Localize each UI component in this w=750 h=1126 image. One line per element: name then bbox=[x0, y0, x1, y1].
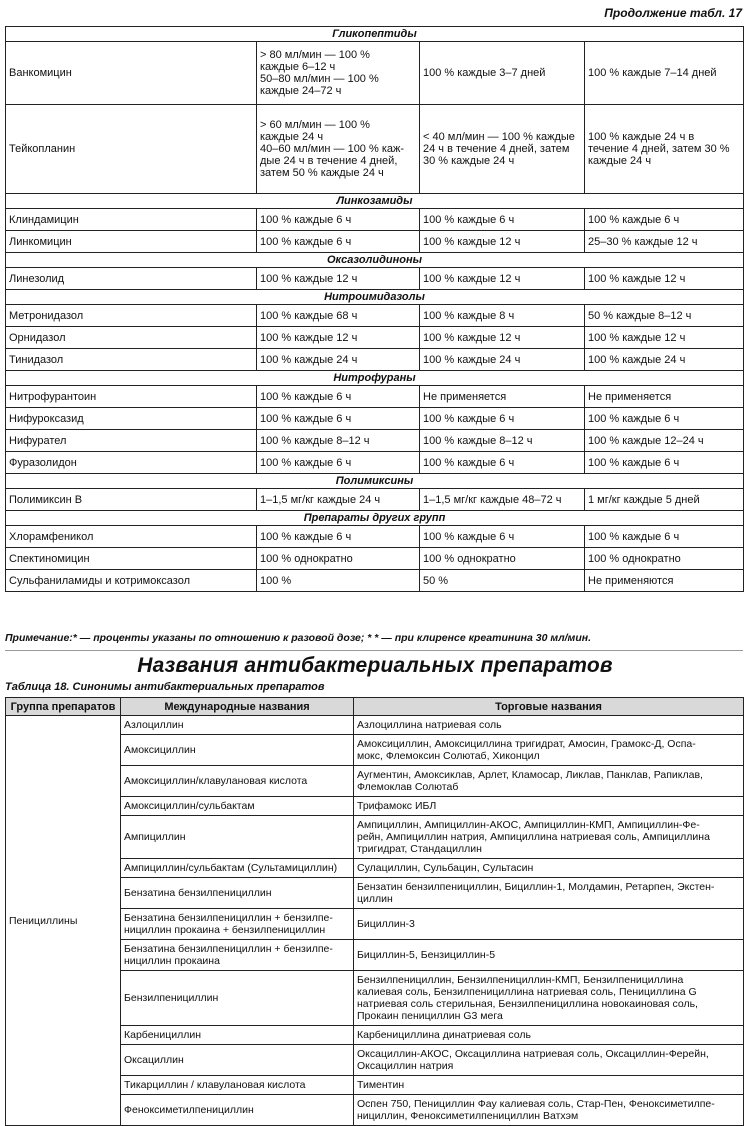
group-title: Нитроимидазолы bbox=[6, 290, 744, 305]
group-title: Препараты других групп bbox=[6, 511, 744, 526]
drug-name: Орнидазол bbox=[6, 327, 257, 349]
table-row bbox=[6, 386, 744, 408]
dose-cell: 100 % каждые 12 ч bbox=[585, 268, 744, 290]
dose-cell: 100 % каждые 68 ч bbox=[257, 305, 420, 327]
dose-cell: 100 % каждые 24 ч bbox=[257, 349, 420, 371]
dose-cell: 100 % каждые 6 ч bbox=[420, 408, 585, 430]
table-caption: Таблица 18. Синонимы антибактериальных препаратов bbox=[5, 681, 325, 693]
trade-names: Амоксициллин, Амоксициллина тригидрат, Амосин, Грамокс-Д, Оспа- мокс, Флемоксин Солютаб, Хиконцил bbox=[354, 735, 744, 766]
dose-cell: 100 % каждые 6 ч bbox=[257, 526, 420, 548]
drug-name: Линкомицин bbox=[6, 231, 257, 253]
drug-name: Полимиксин В bbox=[6, 489, 257, 511]
drug-name: Нитрофурантоин bbox=[6, 386, 257, 408]
international-name: Бензатина бензилпенициллин + бензилпе- нициллин прокаина + бензилпенициллин bbox=[121, 909, 354, 940]
dose-cell: 100 % каждые 24 ч bbox=[585, 349, 744, 371]
international-name: Ампициллин/сульбактам (Сультамициллин) bbox=[121, 859, 354, 878]
table-row bbox=[6, 526, 744, 548]
table-row bbox=[6, 570, 744, 592]
international-name: Карбенициллин bbox=[121, 1026, 354, 1045]
drug-name: Линезолид bbox=[6, 268, 257, 290]
dose-cell: 100 % каждые 6 ч bbox=[257, 408, 420, 430]
trade-names: Карбенициллина динатриевая соль bbox=[354, 1026, 744, 1045]
international-name: Бензатина бензилпенициллин + бензилпе- нициллин прокаина bbox=[121, 940, 354, 971]
dose-cell: 50 % каждые 8–12 ч bbox=[585, 305, 744, 327]
dose-cell: 100 % каждые 6 ч bbox=[585, 408, 744, 430]
table-row bbox=[6, 105, 744, 194]
dose-cell: 25–30 % каждые 12 ч bbox=[585, 231, 744, 253]
group-title: Гликопептиды bbox=[6, 27, 744, 42]
dose-cell: 100 % каждые 12 ч bbox=[420, 327, 585, 349]
international-name: Тикарциллин / клавулановая кислота bbox=[121, 1076, 354, 1095]
international-name: Азлоциллин bbox=[121, 716, 354, 735]
group-header-row bbox=[6, 474, 744, 489]
trade-names: Оксациллин-АКОС, Оксациллина натриевая соль, Оксациллин-Ферейн, Оксациллин натрия bbox=[354, 1045, 744, 1076]
dose-cell: 100 % каждые 6 ч bbox=[257, 209, 420, 231]
international-name: Ампициллин bbox=[121, 816, 354, 859]
dose-cell: 100 % каждые 24 ч bbox=[420, 349, 585, 371]
continuation-title: Продолжение табл. 17 bbox=[604, 6, 742, 20]
trade-names: Аугментин, Амоксиклав, Арлет, Кламосар, Ликлав, Панклав, Рапиклав, Флемоклав Солютаб bbox=[354, 766, 744, 797]
drug-name: Тинидазол bbox=[6, 349, 257, 371]
table-row bbox=[6, 42, 744, 105]
table-row bbox=[6, 305, 744, 327]
table-row bbox=[6, 327, 744, 349]
group-header-row bbox=[6, 194, 744, 209]
international-name: Бензилпенициллин bbox=[121, 971, 354, 1026]
drug-name: Клиндамицин bbox=[6, 209, 257, 231]
drug-name: Сульфаниламиды и котримоксазол bbox=[6, 570, 257, 592]
international-name: Оксациллин bbox=[121, 1045, 354, 1076]
trade-names: Азлоциллина натриевая соль bbox=[354, 716, 744, 735]
group-title: Оксазолидиноны bbox=[6, 253, 744, 268]
table-row bbox=[6, 716, 744, 735]
group-title: Полимиксины bbox=[6, 474, 744, 489]
dose-cell: 100 % каждые 12 ч bbox=[420, 268, 585, 290]
table-note: Примечание:* — проценты указаны по отношению к разовой дозе; * * — при клиренсе креатинина 30 мл/мин. bbox=[5, 632, 591, 644]
dose-cell: 100 % каждые 12 ч bbox=[257, 268, 420, 290]
group-header-row bbox=[6, 253, 744, 268]
drug-name: Фуразолидон bbox=[6, 452, 257, 474]
dose-cell: 100 % каждые 6 ч bbox=[420, 452, 585, 474]
trade-names: Сулациллин, Сульбацин, Сультасин bbox=[354, 859, 744, 878]
dose-cell: 100 % каждые 12 ч bbox=[420, 231, 585, 253]
dose-cell: 100 % каждые 6 ч bbox=[585, 452, 744, 474]
dose-cell: 100 % каждые 8–12 ч bbox=[420, 430, 585, 452]
section-title: Названия антибактериальных препаратов bbox=[137, 654, 613, 677]
dose-cell: Не применяется bbox=[420, 386, 585, 408]
trade-names: Бициллин-5, Бензициллин-5 bbox=[354, 940, 744, 971]
dose-cell: 100 % каждые 8–12 ч bbox=[257, 430, 420, 452]
dose-cell: 1 мг/кг каждые 5 дней bbox=[585, 489, 744, 511]
dose-cell: 100 % каждые 6 ч bbox=[420, 526, 585, 548]
table-row bbox=[6, 209, 744, 231]
dose-cell: 1–1,5 мг/кг каждые 48–72 ч bbox=[420, 489, 585, 511]
group-name: Пенициллины bbox=[6, 716, 121, 1126]
trade-names: Бициллин-3 bbox=[354, 909, 744, 940]
drug-name: Нифуроксазид bbox=[6, 408, 257, 430]
international-name: Амоксициллин/сульбактам bbox=[121, 797, 354, 816]
trade-names: Трифамокс ИБЛ bbox=[354, 797, 744, 816]
table-row bbox=[6, 268, 744, 290]
dose-cell: Не применяются bbox=[585, 570, 744, 592]
dose-cell: 100 % каждые 6 ч bbox=[420, 209, 585, 231]
drug-name: Тейкопланин bbox=[6, 105, 257, 194]
dose-cell: 100 % каждые 7–14 дней bbox=[585, 42, 744, 105]
group-header-row bbox=[6, 290, 744, 305]
dose-cell: 50 % bbox=[420, 570, 585, 592]
dose-cell: 100 % каждые 6 ч bbox=[257, 452, 420, 474]
dose-cell: 100 % каждые 12 ч bbox=[257, 327, 420, 349]
table-row bbox=[6, 349, 744, 371]
divider bbox=[5, 650, 743, 651]
dose-cell: 100 % каждые 6 ч bbox=[585, 209, 744, 231]
dose-cell: > 60 мл/мин — 100 % каждые 24 ч 40–60 мл/мин — 100 % каж- дые 24 ч в течение 4 дней, затем 50 % каждые 24 ч bbox=[257, 105, 420, 194]
group-title: Нитрофураны bbox=[6, 371, 744, 386]
dose-cell: 100 % каждые 3–7 дней bbox=[420, 42, 585, 105]
trade-names: Бензилпенициллин, Бензилпенициллин-КМП, Бензилпенициллина калиевая соль, Бензилпенициллина натриевая соль, Пенициллина G натриевая соль стерильная, Бензилпенициллина новокаиновая соль, Прокаин пенициллин G3 мега bbox=[354, 971, 744, 1026]
table-row bbox=[6, 452, 744, 474]
drug-name: Метронидазол bbox=[6, 305, 257, 327]
international-name: Бензатина бензилпенициллин bbox=[121, 878, 354, 909]
dose-cell: 100 % однократно bbox=[585, 548, 744, 570]
dose-cell: 100 % каждые 12–24 ч bbox=[585, 430, 744, 452]
international-name: Амоксициллин/клавулановая кислота bbox=[121, 766, 354, 797]
dose-cell: 100 % каждые 6 ч bbox=[257, 231, 420, 253]
header-intl: Международные названия bbox=[121, 698, 354, 716]
dose-cell: Не применяется bbox=[585, 386, 744, 408]
group-title: Линкозамиды bbox=[6, 194, 744, 209]
drug-name: Ванкомицин bbox=[6, 42, 257, 105]
dose-cell: 100 % bbox=[257, 570, 420, 592]
group-header-row bbox=[6, 511, 744, 526]
header-trade: Торговые названия bbox=[354, 698, 744, 716]
dose-cell: 100 % каждые 24 ч в течение 4 дней, затем 30 % каждые 24 ч bbox=[585, 105, 744, 194]
dose-cell: > 80 мл/мин — 100 % каждые 6–12 ч 50–80 мл/мин — 100 % каждые 24–72 ч bbox=[257, 42, 420, 105]
drug-name: Спектиномицин bbox=[6, 548, 257, 570]
dosage-table bbox=[5, 26, 744, 592]
dose-cell: 100 % однократно bbox=[420, 548, 585, 570]
dose-cell: 100 % каждые 6 ч bbox=[585, 526, 744, 548]
group-header-row bbox=[6, 371, 744, 386]
table-row bbox=[6, 231, 744, 253]
group-header-row bbox=[6, 27, 744, 42]
trade-names: Ампициллин, Ампициллин-АКОС, Ампициллин-КМП, Ампициллин-Фе- рейн, Ампициллин натрия, Ампициллина натриевая соль, Ампициллина тригидрат, Стандациллин bbox=[354, 816, 744, 859]
dose-cell: < 40 мл/мин — 100 % каждые 24 ч в течение 4 дней, затем 30 % каждые 24 ч bbox=[420, 105, 585, 194]
dose-cell: 100 % каждые 6 ч bbox=[257, 386, 420, 408]
international-name: Феноксиметилпенициллин bbox=[121, 1095, 354, 1126]
synonyms-table bbox=[5, 697, 744, 1126]
trade-names: Оспен 750, Пенициллин Фау калиевая соль, Стар-Пен, Феноксиметилпе- нициллин, Феноксиметилпенициллин Ватхэм bbox=[354, 1095, 744, 1126]
trade-names: Тиментин bbox=[354, 1076, 744, 1095]
dose-cell: 100 % каждые 12 ч bbox=[585, 327, 744, 349]
table-row bbox=[6, 489, 744, 511]
international-name: Амоксициллин bbox=[121, 735, 354, 766]
header-group: Группа препаратов bbox=[6, 698, 121, 716]
dose-cell: 100 % однократно bbox=[257, 548, 420, 570]
table-row bbox=[6, 408, 744, 430]
table-row bbox=[6, 430, 744, 452]
drug-name: Нифурател bbox=[6, 430, 257, 452]
table-row bbox=[6, 548, 744, 570]
dose-cell: 100 % каждые 8 ч bbox=[420, 305, 585, 327]
dose-cell: 1–1,5 мг/кг каждые 24 ч bbox=[257, 489, 420, 511]
drug-name: Хлорамфеникол bbox=[6, 526, 257, 548]
trade-names: Бензатин бензилпенициллин, Бициллин-1, Молдамин, Ретарпен, Экстен- циллин bbox=[354, 878, 744, 909]
